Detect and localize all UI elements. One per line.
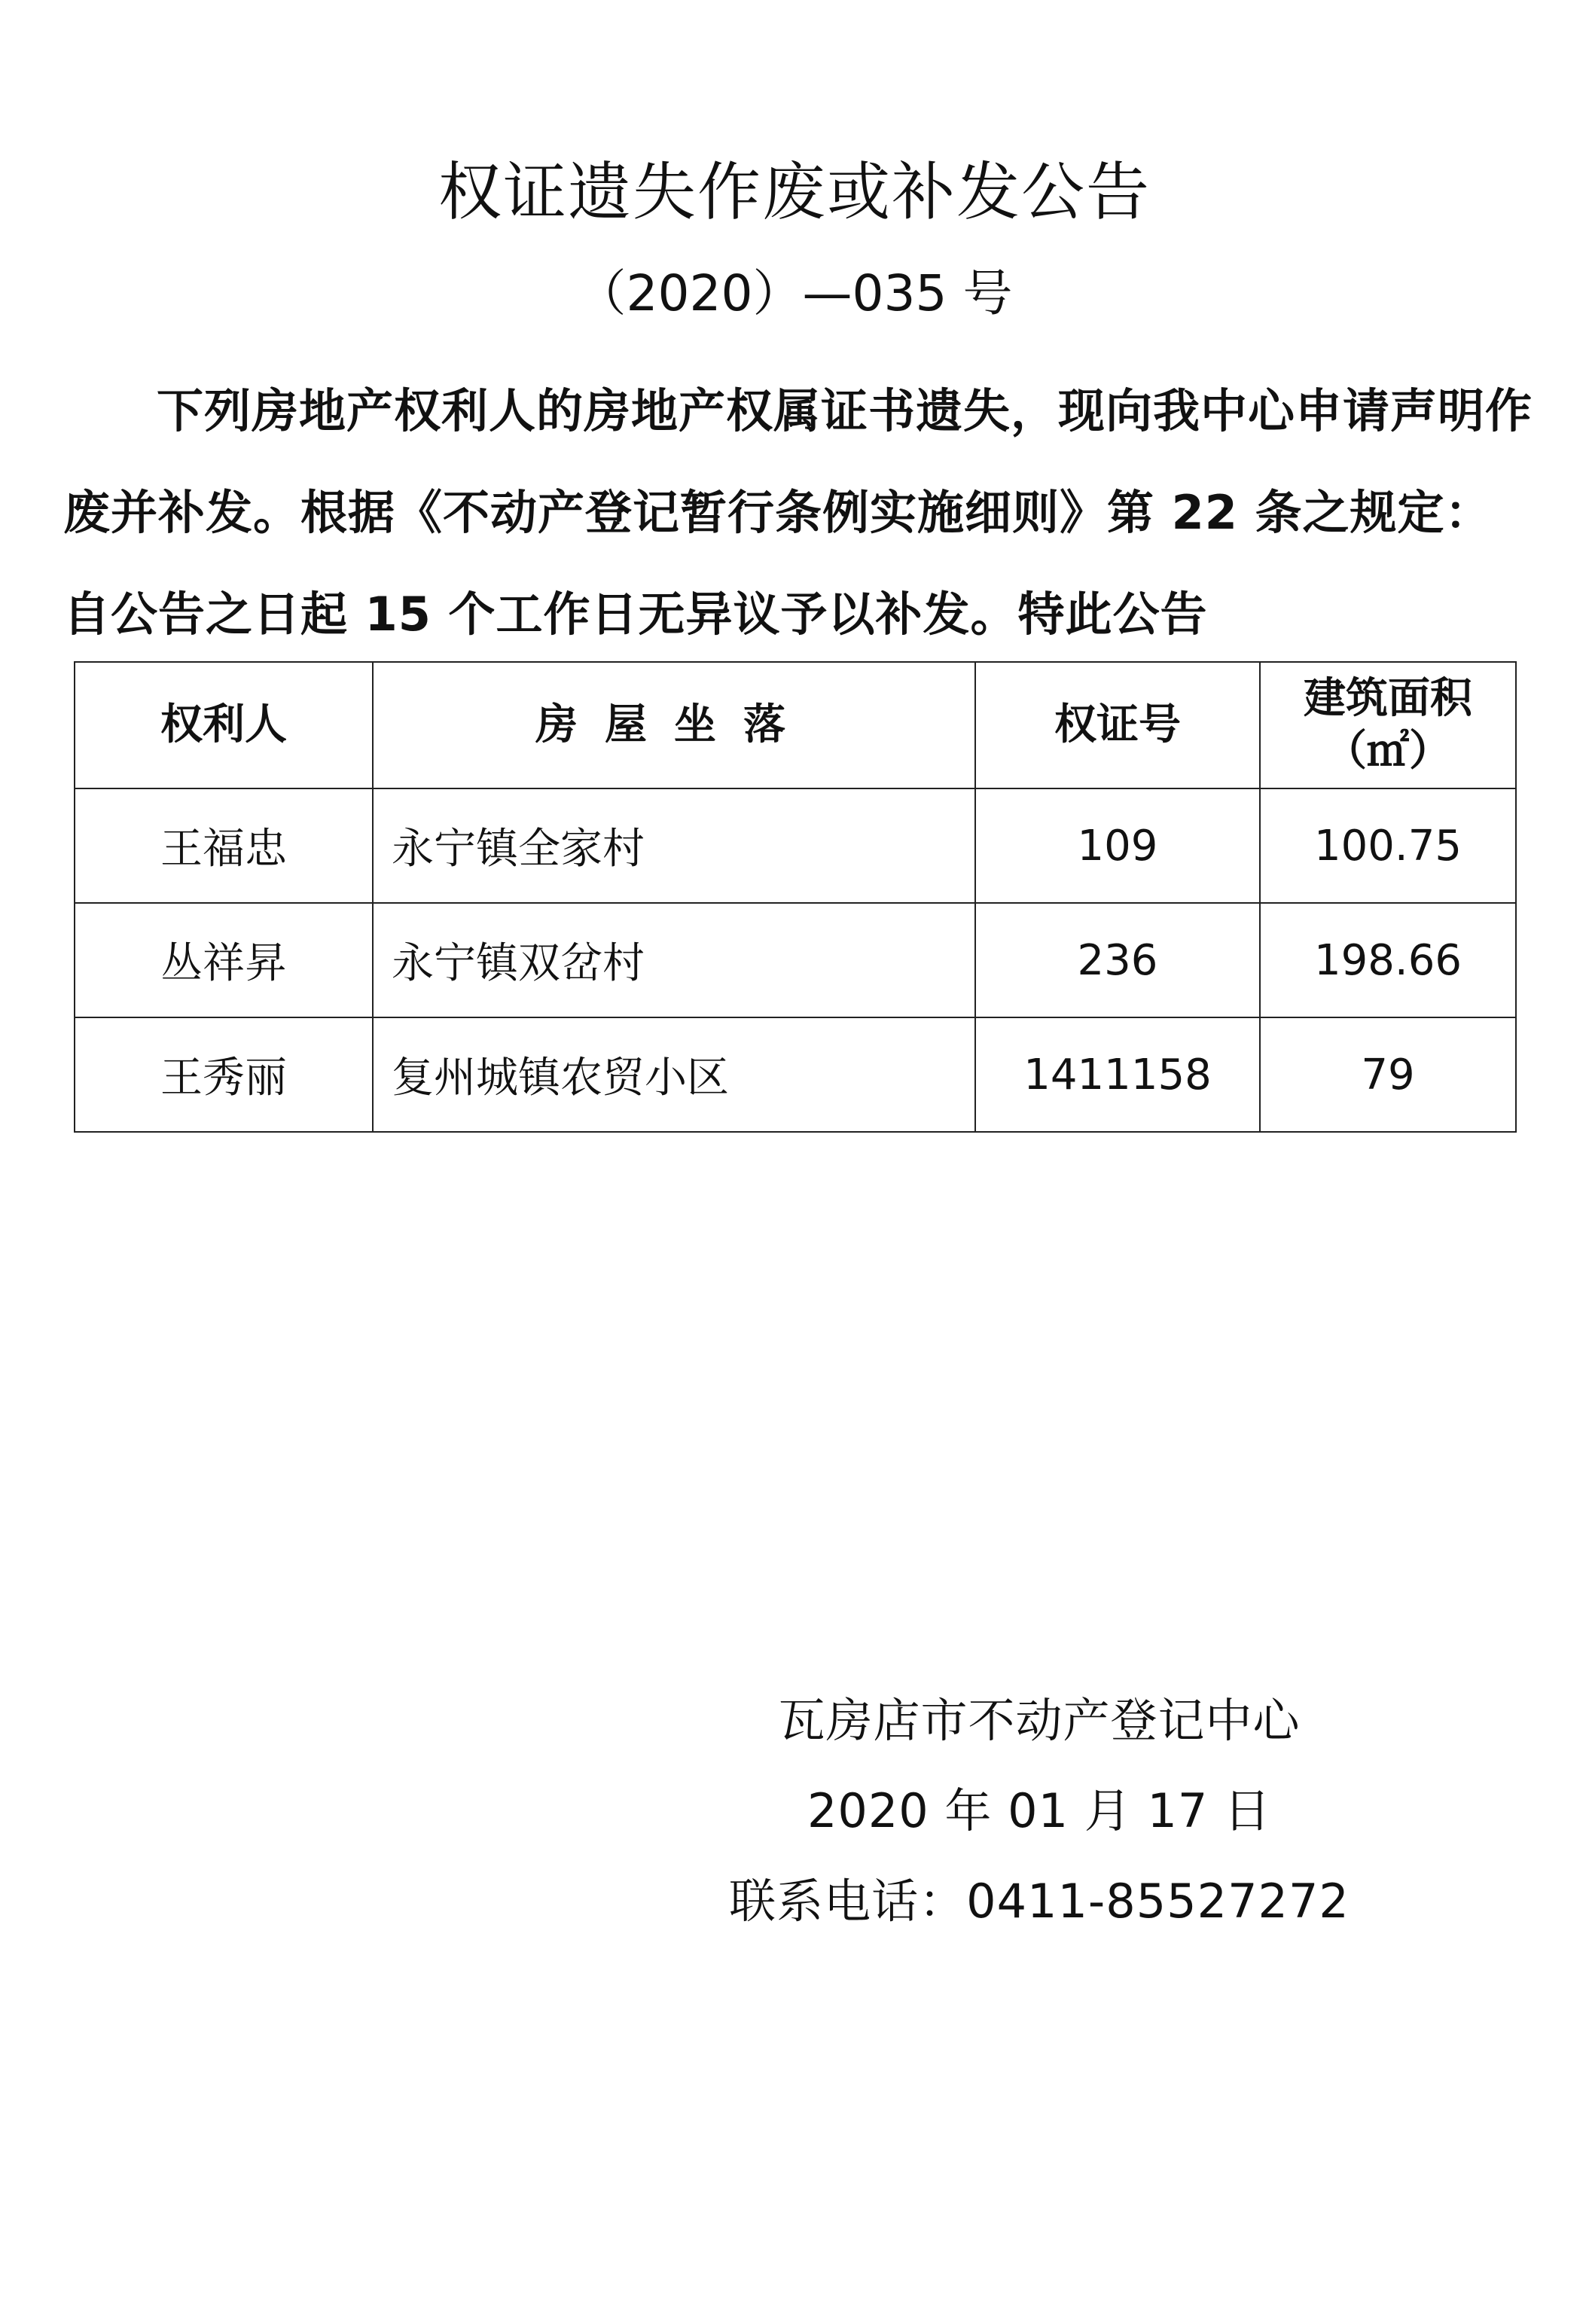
lost-certificate-table xyxy=(74,661,1517,1133)
row-area: 100.75 xyxy=(1260,788,1516,903)
table-header-row xyxy=(75,662,1516,788)
table-row xyxy=(75,1017,1516,1132)
header-area xyxy=(1260,662,1516,788)
row-holder: 王福忠 xyxy=(75,788,373,903)
issuing-organization: 瓦房店市不动产登记中心 xyxy=(778,1693,1301,1748)
contact-phone: 联系电话：0411-85527272 xyxy=(729,1874,1350,1929)
row-area: 79 xyxy=(1260,1017,1516,1132)
row-cert-no: 109 xyxy=(975,788,1260,903)
row-holder: 王秀丽 xyxy=(75,1017,373,1132)
header-area-unit: （㎡） xyxy=(1325,727,1451,776)
header-address xyxy=(373,662,975,788)
table-row xyxy=(75,903,1516,1017)
notice-paragraph-text: 下列房地产权利人的房地产权属证书遗失，现向我中心申请声明作废并补发。根据《不动产登记暂行条例实施细则》第 22 条之规定：自公告之日起 15 个工作日无异议予以补发。特此公告 xyxy=(63,383,1533,642)
header-holder: 权利人 xyxy=(75,662,373,788)
notice-title: 权证遗失作废或补发公告 xyxy=(438,155,1151,229)
row-address: 复州城镇农贸小区 xyxy=(373,1017,975,1132)
issue-date: 2020 年 01 月 17 日 xyxy=(807,1783,1272,1838)
row-cert-no: 1411158 xyxy=(975,1017,1260,1132)
notice-number: （2020）—035 号 xyxy=(576,264,1013,322)
header-address-label: 房屋坐落 xyxy=(535,700,813,749)
header-area-label: 建筑面积 xyxy=(1304,674,1472,723)
table-row xyxy=(75,788,1516,903)
row-cert-no: 236 xyxy=(975,903,1260,1017)
row-holder: 丛祥昇 xyxy=(75,903,373,1017)
row-area: 198.66 xyxy=(1260,903,1516,1017)
notice-paragraph xyxy=(63,360,1539,665)
row-address: 永宁镇双岔村 xyxy=(373,903,975,1017)
header-cert-no: 权证号 xyxy=(975,662,1260,788)
row-address: 永宁镇全家村 xyxy=(373,788,975,903)
